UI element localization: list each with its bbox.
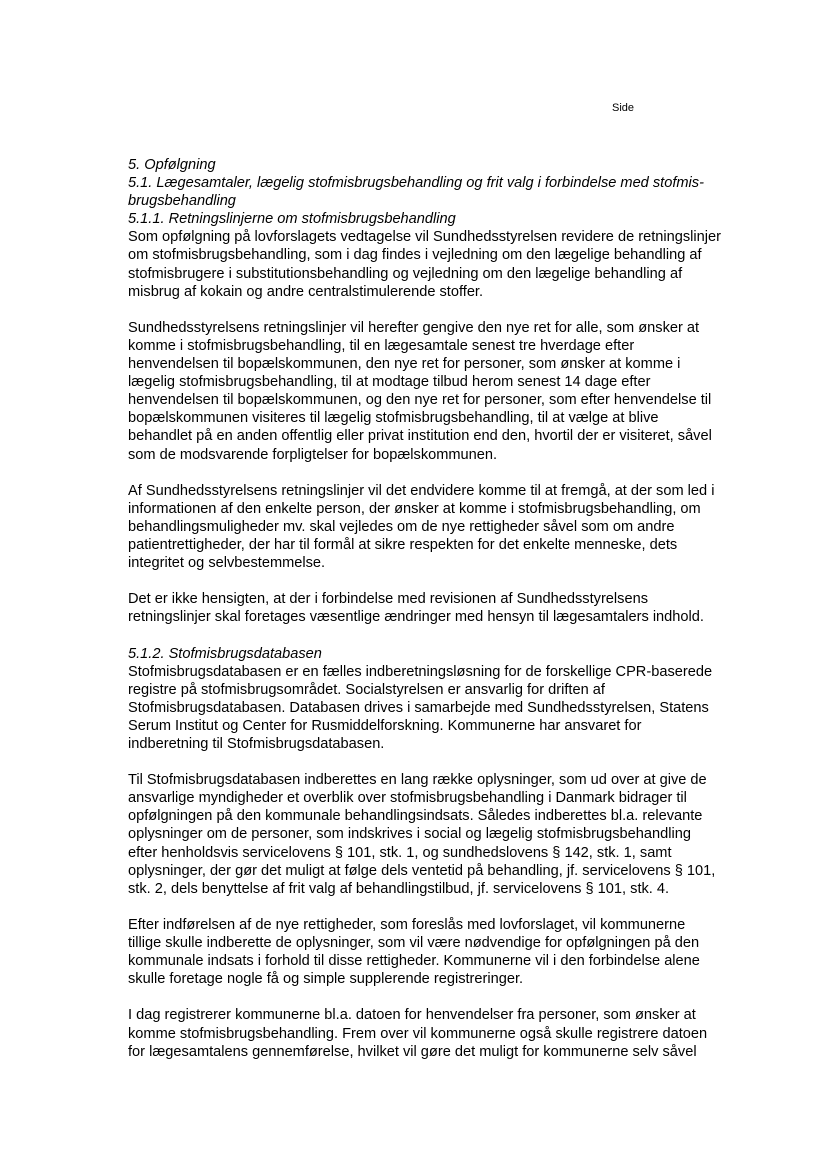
paragraph-spacer <box>128 753 758 771</box>
paragraph-spacer <box>128 464 758 482</box>
text-line: efter henholdsvis servicelovens § 101, stk. 1, og sundhedslovens § 142, stk. 1, samt <box>128 844 672 861</box>
text-line: stofmisbrugere i substitutionsbehandling og vejledning om den lægelige behandling af <box>128 265 683 282</box>
text-line: komme stofmisbrugsbehandling. Frem over vil kommunerne også skulle registrere datoen <box>128 1025 708 1042</box>
paragraph <box>128 916 758 988</box>
text-line: Det er ikke hensigten, at der i forbindelse med revisionen af Sundhedsstyrelsens <box>128 591 648 608</box>
heading-line: 5.1. Lægesamtaler, lægelig stofmisbrugsbehandling og frit valg i forbindelse med stofmis- <box>128 175 704 192</box>
text-line: stk. 2, dels benyttelse af frit valg af behandlingstilbud, jf. servicelovens § 101, stk. 4. <box>128 880 670 897</box>
text-line: Som opfølgning på lovforslagets vedtagelse vil Sundhedsstyrelsen revidere de retningslinjer <box>128 229 721 246</box>
text-line: I dag registrerer kommunerne bl.a. datoen for henvendelser fra personer, som ønsker at <box>128 1007 696 1024</box>
text-line: Serum Institut og Center for Rusmiddelforskning. Kommunerne har ansvaret for <box>128 717 642 734</box>
text-line: bopælskommunen visiteres til lægelig stofmisbrugsbehandling, til at vælge at blive <box>128 410 659 427</box>
text-line: henvendelsen til bopælskommunen, og den nye ret for personer, som efter henvendelse til <box>128 392 712 409</box>
paragraph-spacer <box>128 301 758 319</box>
paragraph-spacer <box>128 988 758 1006</box>
text-line: registre på stofmisbrugsområdet. Socialstyrelsen er ansvarlig for driften af <box>128 681 605 698</box>
text-line: Sundhedsstyrelsens retningslinjer vil herefter gengive den nye ret for alle, som ønsker at <box>128 319 700 336</box>
section-heading-5-1-1: 5.1.1. Retningslinjerne om stofmisbrugsbehandling <box>128 211 456 228</box>
text-line: tillige skulle indberette de oplysninger, som vil være nødvendige for opfølgningen på den <box>128 935 700 952</box>
text-line: retningslinjer skal foretages væsentlige ændringer med hensyn til lægesamtalers indhold. <box>128 609 704 626</box>
text-line: indberetning til Stofmisbrugsdatabasen. <box>128 736 385 752</box>
text-line: komme i stofmisbrugsbehandling, til en lægesamtale senest tre hverdage efter <box>128 337 635 354</box>
text-line: Stofmisbrugsdatabasen er en fælles indberetningsløsning for de forskellige CPR-baserede <box>128 663 713 680</box>
text-line: for lægesamtalens gennemførelse, hvilket vil gøre det muligt for kommunerne selv såvel <box>128 1043 697 1060</box>
heading-line: brugsbehandling <box>128 193 236 210</box>
text-line: skulle foretage nogle få og simple supplerende registreringer. <box>128 971 524 988</box>
paragraph-spacer <box>128 898 758 916</box>
text-line: behandlingsmuligheder mv. skal vejledes om de nye rettigheder såvel som om andre <box>128 518 675 535</box>
section-heading-5-1-2: 5.1.2. Stofmisbrugsdatabasen <box>128 645 322 662</box>
text-line: integritet og selvbestemmelse. <box>128 555 326 572</box>
text-line: behandlet på en anden offentlig eller privat institution end den, hvortil der er visiteret, såvel <box>128 428 712 445</box>
paragraph <box>128 663 758 753</box>
paragraph-spacer <box>128 572 758 590</box>
text-line: Til Stofmisbrugsdatabasen indberettes en lang række oplysninger, som ud over at give de <box>128 772 707 789</box>
text-line: oplysninger om de personer, som indskrives i social og lægelig stofmisbrugsbehandling <box>128 826 691 843</box>
text-line: misbrug af kokain og andre centralstimulerende stoffer. <box>128 283 484 300</box>
text-line: informationen af den enkelte person, der ønsker at komme i stofmisbrugsbehandling, om <box>128 500 701 517</box>
document-body <box>128 156 758 1061</box>
text-line: om stofmisbrugsbehandling, som i dag findes i vejledning om den lægelige behandling af <box>128 247 702 264</box>
paragraph-spacer <box>128 626 758 644</box>
text-line: Efter indførelsen af de nye rettigheder, som foreslås med lovforslaget, vil kommunerne <box>128 916 686 933</box>
section-heading-5: 5. Opfølgning <box>128 157 216 173</box>
paragraph <box>128 228 758 300</box>
section-heading-5-1 <box>128 174 758 210</box>
paragraph <box>128 590 758 626</box>
text-line: Stofmisbrugsdatabasen. Databasen drives i samarbejde med Sundhedsstyrelsen, Statens <box>128 699 709 716</box>
text-line: Af Sundhedsstyrelsens retningslinjer vil det endvidere komme til at fremgå, at der som led i <box>128 482 715 499</box>
page-header-label: Side <box>612 102 635 114</box>
paragraph <box>128 319 758 464</box>
paragraph <box>128 1006 758 1060</box>
paragraph <box>128 771 758 898</box>
text-line: opfølgningen på den kommunale behandlingsindsats. Således indberettes bl.a. relevante <box>128 808 703 825</box>
text-line: patientrettigheder, der har til formål at sikre respekten for det enkelte menneske, dets <box>128 536 678 553</box>
text-line: som de modsvarende forpligtelser for bopælskommunen. <box>128 446 498 463</box>
text-line: lægelig stofmisbrugsbehandling, til at modtage tilbud herom senest 14 dage efter <box>128 374 651 391</box>
text-line: henvendelsen til bopælskommunen, den nye ret for personer, som ønsker at komme i <box>128 356 681 373</box>
text-line: oplysninger, der gør det muligt at følge dels ventetid på behandling, jf. servicelovens § 101, <box>128 862 716 879</box>
text-line: ansvarlige myndigheder et overblik over stofmisbrugsbehandling i Danmark bidrager til <box>128 790 687 807</box>
paragraph <box>128 482 758 572</box>
text-line: kommunale indsats i forhold til disse rettigheder. Kommunerne vil i den forbindelse alene <box>128 953 700 970</box>
